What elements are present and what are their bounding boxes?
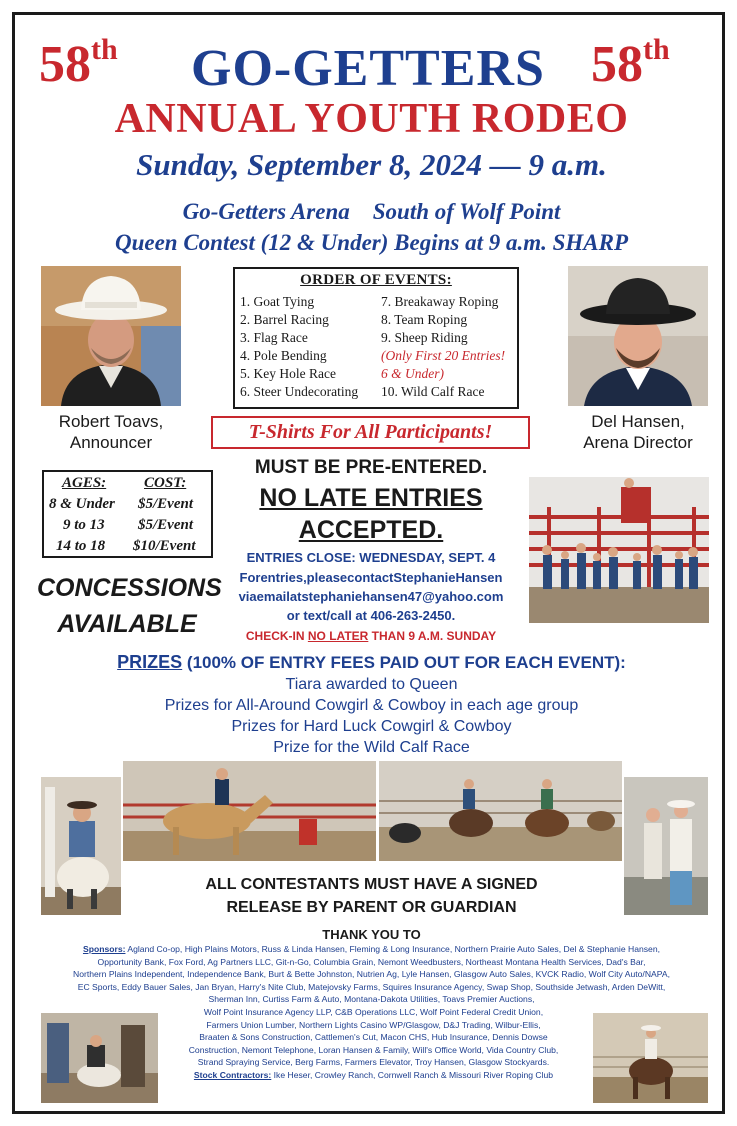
contact-phone: or text/call at 406-263-2450.: [286, 608, 456, 623]
sheep-riding-note-age: 6 & Under): [381, 366, 444, 381]
stock-contractors-label: Stock Contractors:: [193, 1069, 272, 1080]
tshirts-banner: [211, 416, 530, 449]
events-left-column: [240, 293, 358, 401]
prizes-header: PRIZES (100% OF ENTRY FEES PAID OUT FOR EACH EVENT):: [117, 652, 626, 672]
release-line: RELEASE BY PARENT OR GUARDIAN: [226, 899, 517, 916]
queen-contest-line: Queen Contest (12 & Under) Begins at 9 a.m. SHARP: [114, 230, 629, 255]
sponsors-line: Sherman Inn, Curtiss Farm & Auto, Montana-Dakota Utilities, Toavs Premier Auctions,: [208, 994, 535, 1005]
event-item: 2. Barrel Racing: [240, 312, 329, 327]
tshirts-text: T-Shirts For All Participants!: [248, 421, 493, 443]
order-of-events-box: [233, 267, 519, 409]
prize-line: Prize for the Wild Calf Race: [273, 739, 470, 756]
announcer-photo: [41, 266, 181, 406]
ages-header: AGES:: [62, 475, 107, 491]
sponsors-line: Sponsors: Agland Co-op, High Plains Motors, Russ & Linda Hansen, Fleming & Long Insurance, Northern Prairie Auto Sales, Del & Stephanie Hansen,: [82, 944, 661, 954]
entries-close: ENTRIES CLOSE: WEDNESDAY, SEPT. 4: [246, 550, 496, 565]
event-item: 6. Steer Undecorating: [240, 384, 359, 399]
horse-rider-photo: [593, 1013, 708, 1103]
director-photo: [568, 266, 708, 406]
release-line: ALL CONTESTANTS MUST HAVE A SIGNED: [205, 876, 538, 893]
no-late-entries: NO LATE ENTRIES: [259, 484, 483, 512]
sponsors-line: EC Sports, Eddy Bauer Sales, Jan Bryan, Harry's Nite Club, Matejovsky Farms, Squires Insurance Agency, Swap Shop, Southside Jetwash, Arden DeWitt,: [77, 981, 666, 992]
sponsors-line: Northern Plains Independent, Independence Bank, Burt & Bette Johnston, Nutrien Ag, Lyle Hansen, Glasgow Auto Sales, KVCK Radio, Wolf City Auto/NAPA,: [73, 969, 670, 980]
contact-line: Forentries,pleasecontactStephanieHansen: [239, 570, 503, 585]
event-item: 9. Sheep Riding: [381, 330, 468, 345]
sponsors-label: Sponsors:: [82, 944, 126, 954]
concessions-line1: CONCESSIONS: [37, 574, 222, 602]
director-caption: [555, 411, 721, 453]
release-notice: [15, 873, 725, 919]
checkin-notice: CHECK-IN NO LATER THAN 9 A.M. SUNDAY: [245, 629, 497, 643]
order-of-events-title: ORDER OF EVENTS:: [300, 272, 452, 288]
event-subtitle: ANNUAL YOUTH RODEO: [114, 96, 629, 142]
goat-tying-photo: [41, 1013, 158, 1103]
event-item: 7. Breakaway Roping: [381, 294, 499, 309]
contact-email: viaemailatstephaniehansen47@yahoo.com: [238, 589, 504, 604]
event-item: 8. Team Roping: [381, 312, 468, 327]
announcer-name: Robert Toavs,: [58, 412, 164, 431]
prize-line: Tiara awarded to Queen: [285, 676, 458, 693]
age-range: 8 & Under: [49, 496, 115, 512]
age-cost: $5/Event: [138, 517, 193, 533]
event-item: 5. Key Hole Race: [240, 366, 336, 381]
anniversary-right: 58th: [591, 33, 670, 93]
event-title: GO-GETTERS: [191, 40, 545, 97]
prize-line: Prizes for All-Around Cowgirl & Cowboy in each age group: [164, 697, 579, 714]
director-name: Del Hansen,: [591, 412, 685, 431]
sponsors-line: Wolf Point Insurance Agency LLP, C&B Operations LLC, Wolf Point Federal Credit Union,: [203, 1007, 544, 1017]
pre-entered-notice: MUST BE PRE-ENTERED.: [254, 457, 488, 478]
director-role: Arena Director: [583, 433, 693, 452]
cost-header: COST:: [144, 475, 187, 491]
age-range: 9 to 13: [63, 517, 105, 533]
age-cost: $10/Event: [133, 538, 196, 554]
ages-cost-table: [42, 470, 213, 558]
kids-at-fence-photo: [529, 477, 709, 623]
sponsors-line: Farmers Union Lumber, Northern Lights Casino WP/Glasgow, D&J Trading, Wilbur-Ellis,: [206, 1019, 541, 1030]
accepted-notice: ACCEPTED.: [298, 516, 444, 544]
event-date: Sunday, September 8, 2024 — 9 a.m.: [136, 147, 607, 182]
event-location: Go-Getters Arena South of Wolf Point: [182, 199, 561, 224]
stock-contractors-line: Stock Contractors: Ike Heser, Crowley Ranch, Cornwell Ranch & Missouri River Roping Club: [193, 1069, 554, 1080]
sponsors-line: Construction, Nemont Telephone, Loran Hansen & Family, Will's Office World, Vida Country Club,: [188, 1044, 559, 1055]
sheep-riding-note: (Only First 20 Entries!: [381, 348, 506, 363]
age-cost: $5/Event: [138, 496, 193, 512]
concessions-line2: AVAILABLE: [57, 610, 197, 638]
event-item: 10. Wild Calf Race: [381, 384, 485, 399]
prize-line: Prizes for Hard Luck Cowgirl & Cowboy: [231, 718, 512, 735]
team-roping-photo: [379, 761, 622, 861]
sponsors-line: Strand Spraying Service, Berg Farms, Farmers Elevator, Troy Hansen, Glasgow Stockyards.: [197, 1057, 550, 1068]
sponsors-top-block: [15, 943, 725, 1006]
prizes-label: PRIZES: [117, 652, 183, 672]
announcer-role: Announcer: [69, 433, 153, 452]
anniversary-left: 58th: [39, 33, 118, 93]
age-range: 14 to 18: [56, 538, 106, 554]
barrel-racer-photo: [123, 761, 376, 861]
event-item: 1. Goat Tying: [240, 294, 315, 309]
events-right-column: [381, 293, 505, 401]
event-item: 4. Pole Bending: [240, 348, 327, 363]
sponsors-line: Opportunity Bank, Fox Ford, Ag Partners LLC, Git-n-Go, Columbia Grain, Nemont Weedbusters, Northeast Montana Health Services, Dad's Bar,: [97, 956, 646, 967]
prizes-list: [15, 674, 725, 758]
event-item: 3. Flag Race: [240, 330, 308, 345]
rodeo-poster: [12, 12, 725, 1114]
announcer-caption: [25, 411, 197, 453]
thank-you-title: THANK YOU TO: [322, 927, 421, 942]
sponsors-line: Braaten & Sons Construction, Cattlemen's Cut, Macon CHS, Hub Insurance, Dennis Dowse: [199, 1032, 548, 1043]
sponsors-bottom-block: [155, 1006, 592, 1082]
